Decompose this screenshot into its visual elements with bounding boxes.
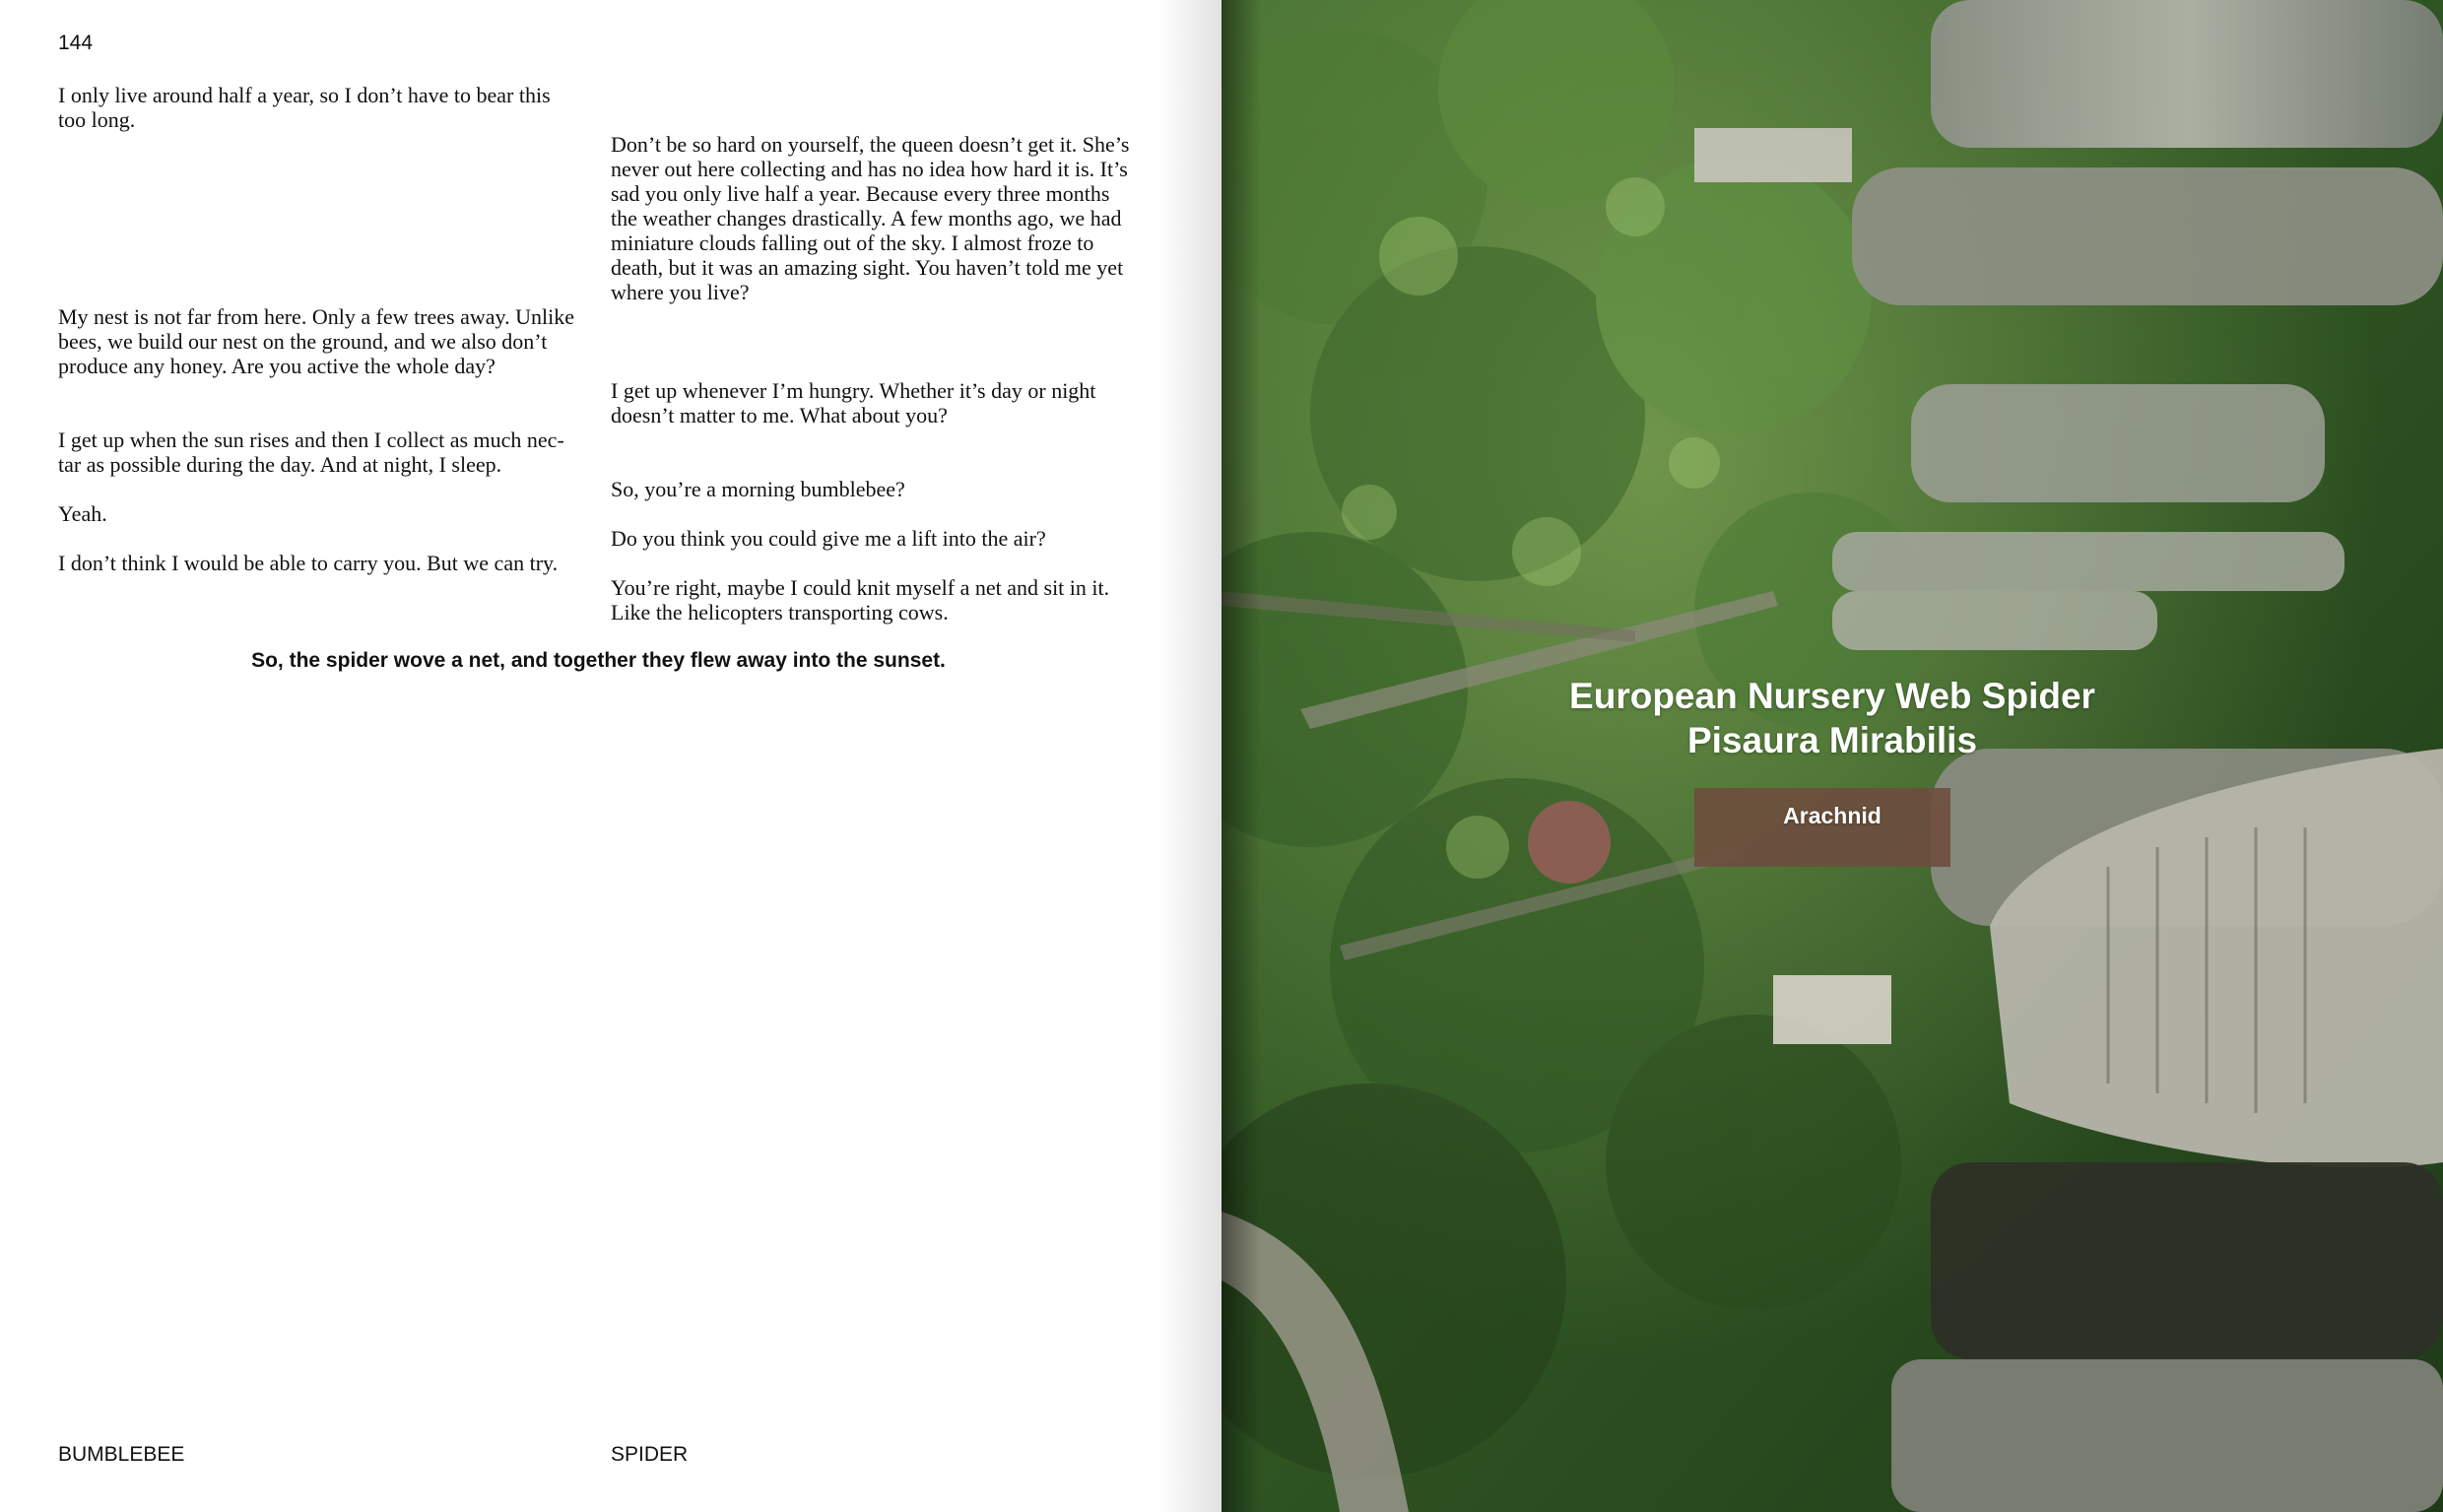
- page-gutter-shadow: [1157, 0, 1222, 1512]
- spider-line: doesn’t matter to me. What about you?: [611, 403, 948, 427]
- page-number: 144: [58, 32, 94, 54]
- species-scientific-name: Pisaura Mirabilis: [1686, 720, 1978, 760]
- spider-line: never out here collecting and has no idea how hard it is. It’s: [611, 157, 1128, 181]
- spider-line: I get up whenever I’m hungry. Whether it’s day or night: [611, 378, 1096, 403]
- bumblebee-line: bees, we build our nest on the ground, and we also don’t: [58, 329, 548, 354]
- spider-line: Like the helicopters transporting cows.: [611, 600, 949, 625]
- bumblebee-line: My nest is not far from here. Only a few trees away. Unlike: [58, 304, 574, 329]
- bumblebee-line: too long.: [58, 107, 136, 132]
- bumblebee-line: I only live around half a year, so I don’t have to bear this: [58, 83, 551, 107]
- spider-line: So, you’re a morning bumblebee?: [611, 477, 905, 501]
- spider-line: death, but it was an amazing sight. You haven’t told me yet: [611, 255, 1124, 280]
- photo-page: [1222, 0, 2443, 1512]
- bumblebee-line: produce any honey. Are you active the whole day?: [58, 354, 495, 378]
- footer-label-bumblebee: BUMBLEBEE: [58, 1443, 185, 1466]
- spider-line: the weather changes drastically. A few months ago, we had: [611, 206, 1122, 230]
- spider-line: sad you only live half a year. Because every three months: [611, 181, 1110, 206]
- species-common-name: European Nursery Web Spider: [1569, 676, 2095, 716]
- spider-line: You’re right, maybe I could knit myself a net and sit in it.: [611, 575, 1110, 600]
- bumblebee-line: I don’t think I would be able to carry you. But we can try.: [58, 551, 559, 575]
- spider-line: Do you think you could give me a lift into the air?: [611, 526, 1046, 551]
- spider-line: miniature clouds falling out of the sky. I almost froze to: [611, 230, 1094, 255]
- bumblebee-line: tar as possible during the day. And at night, I sleep.: [58, 452, 502, 477]
- closing-line: So, the spider wove a net, and together they flew away into the sunset.: [251, 649, 946, 672]
- spider-line: where you live?: [611, 280, 750, 304]
- footer-label-spider: SPIDER: [611, 1443, 689, 1466]
- species-class-label: Arachnid: [1783, 803, 1882, 828]
- bumblebee-line: Yeah.: [58, 501, 107, 526]
- spider-line: Don’t be so hard on yourself, the queen doesn’t get it. She’s: [611, 132, 1130, 157]
- bumblebee-line: I get up when the sun rises and then I collect as much nec-: [58, 427, 564, 452]
